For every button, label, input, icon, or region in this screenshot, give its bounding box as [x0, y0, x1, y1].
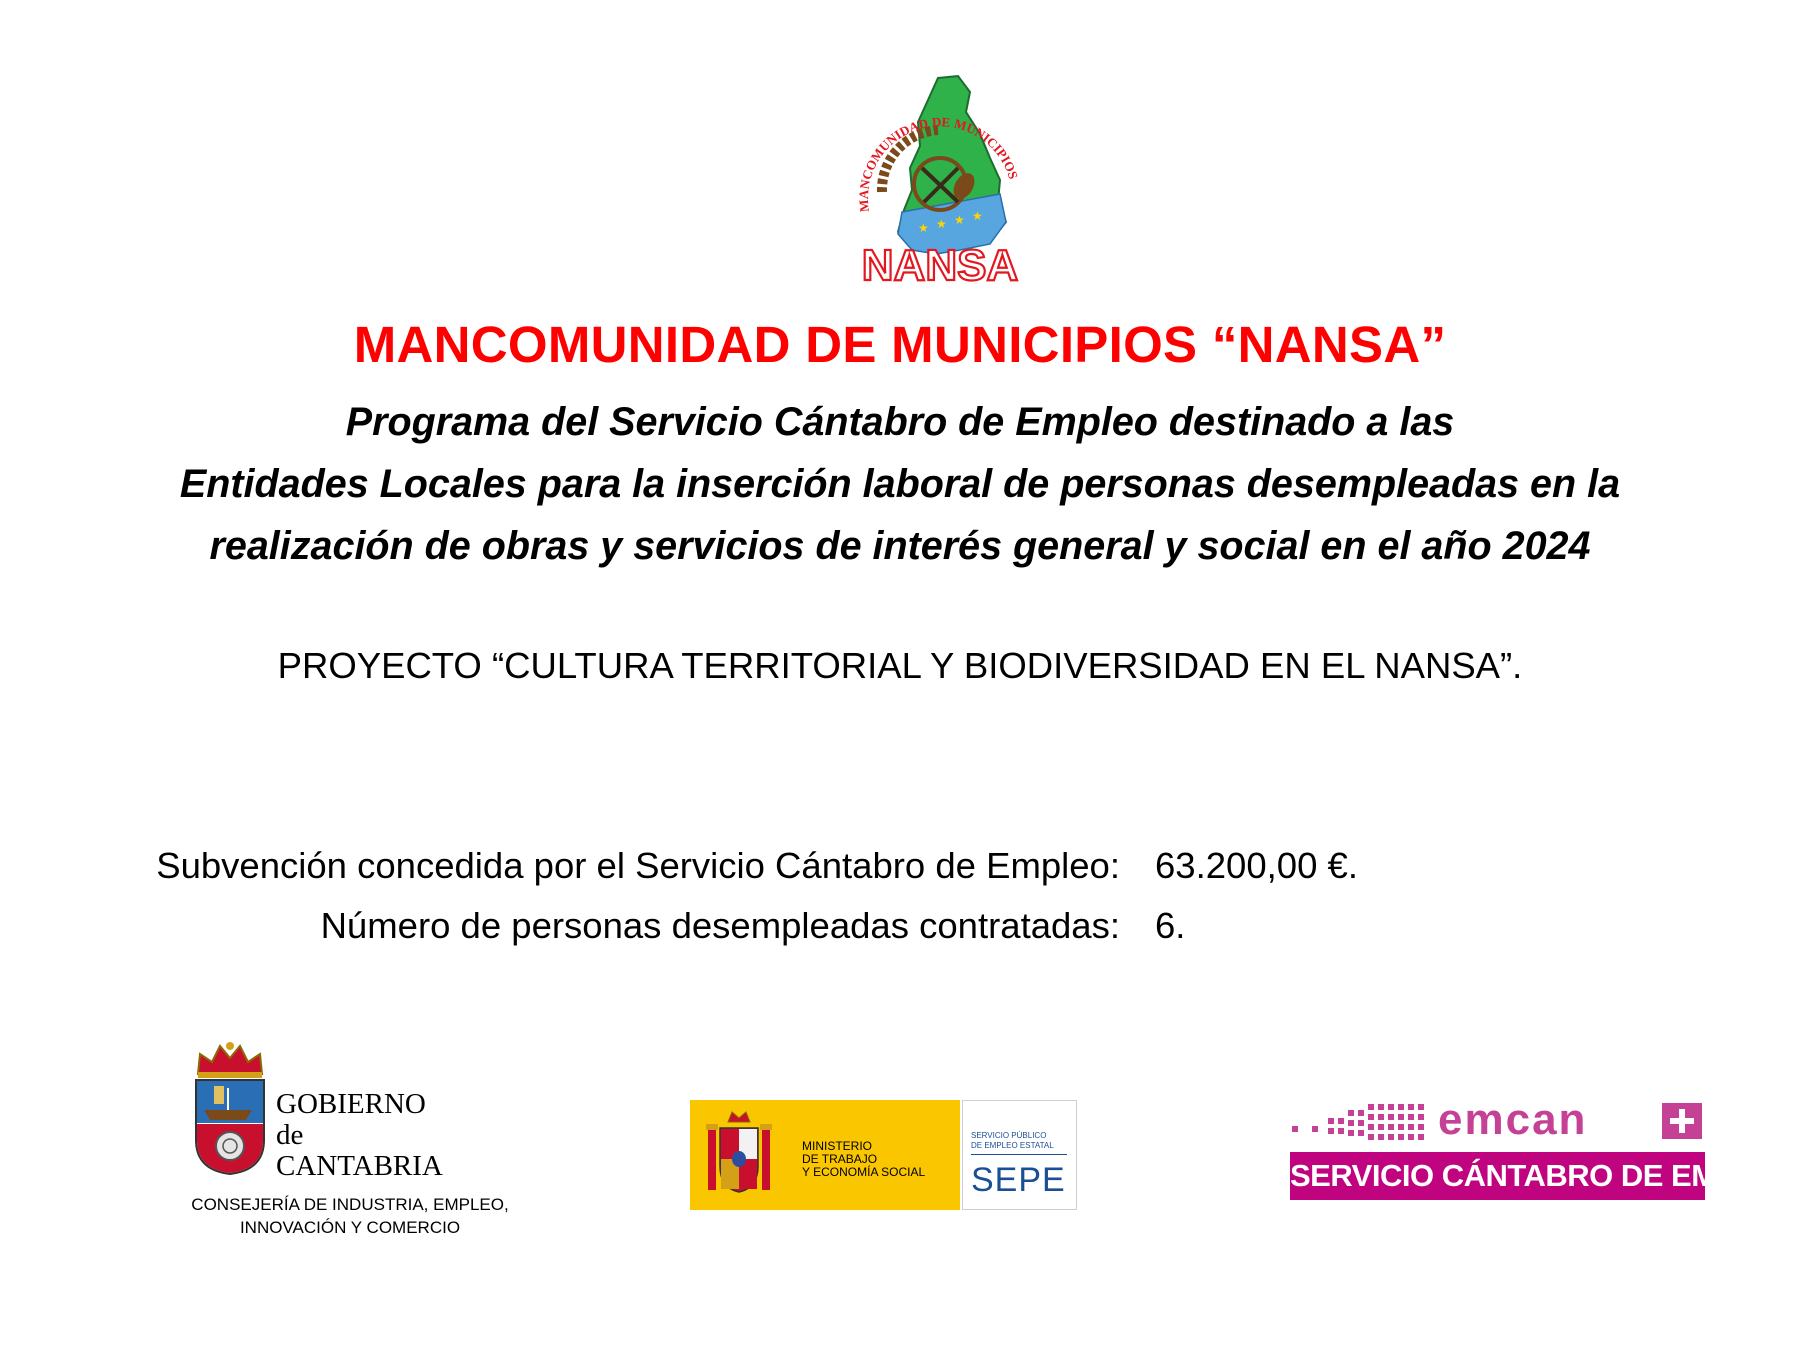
- svg-text:★: ★: [954, 213, 965, 227]
- subtitle-line-1: Programa del Servicio Cántabro de Empleo destinado a las: [345, 400, 1455, 444]
- subsidy-value: 63.200,00 €.: [1155, 845, 1358, 886]
- consejeria-line-2: INNOVACIÓN Y COMERCIO: [239, 1218, 461, 1237]
- sepe-small-line-1: SERVICIO PÚBLICO: [971, 1131, 1047, 1140]
- svg-text:★: ★: [936, 217, 947, 231]
- emcan-plus-icon: [1662, 1103, 1702, 1139]
- gobierno-line-3: CANTABRIA: [276, 1150, 443, 1182]
- nansa-logo: [840, 72, 1040, 290]
- sepe-wordmark: SEPE: [971, 1161, 1066, 1199]
- ministerio-panel: [690, 1100, 960, 1210]
- consejeria-line-1: CONSEJERÍA DE INDUSTRIA, EMPLEO,: [191, 1195, 509, 1214]
- nansa-map-emblem-icon: [840, 72, 1040, 290]
- nansa-word: NANSA: [861, 241, 1019, 290]
- gobierno-line-2: de: [276, 1119, 304, 1151]
- main-title: MANCOMUNIDAD DE MUNICIPIOS “NANSA”: [353, 316, 1447, 373]
- ministerio-line-3: Y ECONOMÍA SOCIAL: [802, 1165, 926, 1179]
- subtitle-line-2: Entidades Locales para la inserción laboral de personas desempleadas en la: [179, 462, 1621, 506]
- emcan-logo: [1290, 1095, 1799, 1200]
- sepe-small-line-2: DE EMPLEO ESTATAL: [971, 1141, 1054, 1150]
- cantabria-coat-of-arms-icon: [190, 1040, 270, 1176]
- gobierno-line-1: GOBIERNO: [276, 1088, 426, 1120]
- svg-text:★: ★: [918, 221, 929, 235]
- emcan-band-text: SERVICIO CÁNTABRO DE EMPLEO: [1290, 1158, 1799, 1193]
- project-title: PROYECTO “CULTURA TERRITORIAL Y BIODIVERSIDAD EN EL NANSA”.: [277, 645, 1523, 686]
- hired-count-value: 6.: [1155, 905, 1186, 946]
- sepe-panel: [962, 1100, 1077, 1210]
- emcan-pixel-dots-icon: [1290, 1104, 1430, 1140]
- gobierno-cantabria-logo: [190, 1040, 520, 1240]
- ministerio-line-2: DE TRABAJO: [802, 1152, 878, 1166]
- svg-text:★: ★: [972, 209, 983, 223]
- hired-count-label: Número de personas desempleadas contratadas:: [320, 905, 1120, 946]
- ministerio-sepe-logo: [690, 1100, 1075, 1210]
- ministerio-line-1: MINISTERIO: [802, 1139, 873, 1153]
- emcan-wordmark: emcan: [1438, 1095, 1588, 1144]
- sepe-divider: [971, 1154, 1067, 1155]
- nansa-arc-text: MANCOMUNIDAD DE MUNICIPIOS: [855, 114, 1022, 213]
- subsidy-label: Subvención concedida por el Servicio Cántabro de Empleo:: [156, 845, 1120, 886]
- spain-coat-of-arms-icon: [704, 1110, 774, 1200]
- subtitle-line-3: realización de obras y servicios de interés general y social en el año 2024: [209, 524, 1591, 568]
